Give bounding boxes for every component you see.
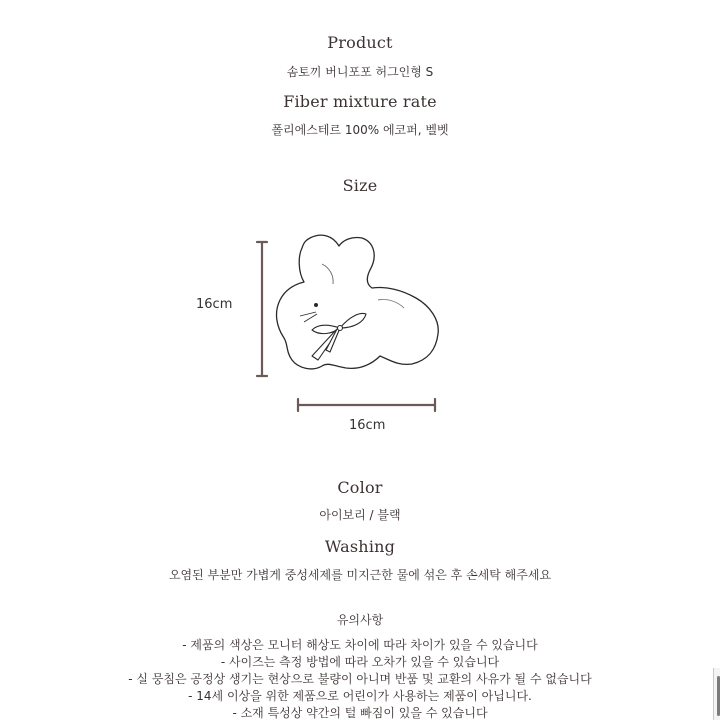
width-dimension-line xyxy=(298,399,435,411)
note-line: - 사이즈는 측정 방법에 따라 오차가 있을 수 있습니다 xyxy=(220,655,500,669)
fiber-value: 폴리에스테르 100% 에코퍼, 벨벳 xyxy=(271,123,449,137)
washing-heading: Washing xyxy=(324,537,396,556)
height-dimension-line xyxy=(257,242,267,376)
notes-title: 유의사항 xyxy=(336,613,384,627)
note-line: - 제품의 색상은 모니터 해상도 차이에 따라 차이가 있을 수 있습니다 xyxy=(182,638,538,652)
color-value: 아이보리 / 블랙 xyxy=(319,508,401,522)
bunny-plush-icon xyxy=(277,235,439,369)
color-heading: Color xyxy=(337,478,383,497)
note-line: - 실 뭉침은 공정상 생기는 현상으로 불량이 아니며 반품 및 교환의 사유가 될 수 없습니다 xyxy=(128,672,592,686)
washing-value: 오염된 부분만 가볍게 중성세제를 미지근한 물에 섞은 후 손세탁 해주세요 xyxy=(168,568,552,582)
height-label: 16cm xyxy=(196,297,233,312)
product-heading: Product xyxy=(327,33,393,52)
note-line: - 소재 특성상 약간의 털 빠짐이 있을 수 있습니다 xyxy=(232,706,488,720)
product-name: 솜토끼 버니포포 허그인형 S xyxy=(286,65,434,79)
note-line: - 14세 이상을 위한 제품으로 어린이가 사용하는 제품이 아닙니다. xyxy=(188,689,532,703)
width-label: 16cm xyxy=(349,418,386,433)
fiber-heading: Fiber mixture rate xyxy=(283,92,437,111)
size-heading: Size xyxy=(342,176,378,195)
